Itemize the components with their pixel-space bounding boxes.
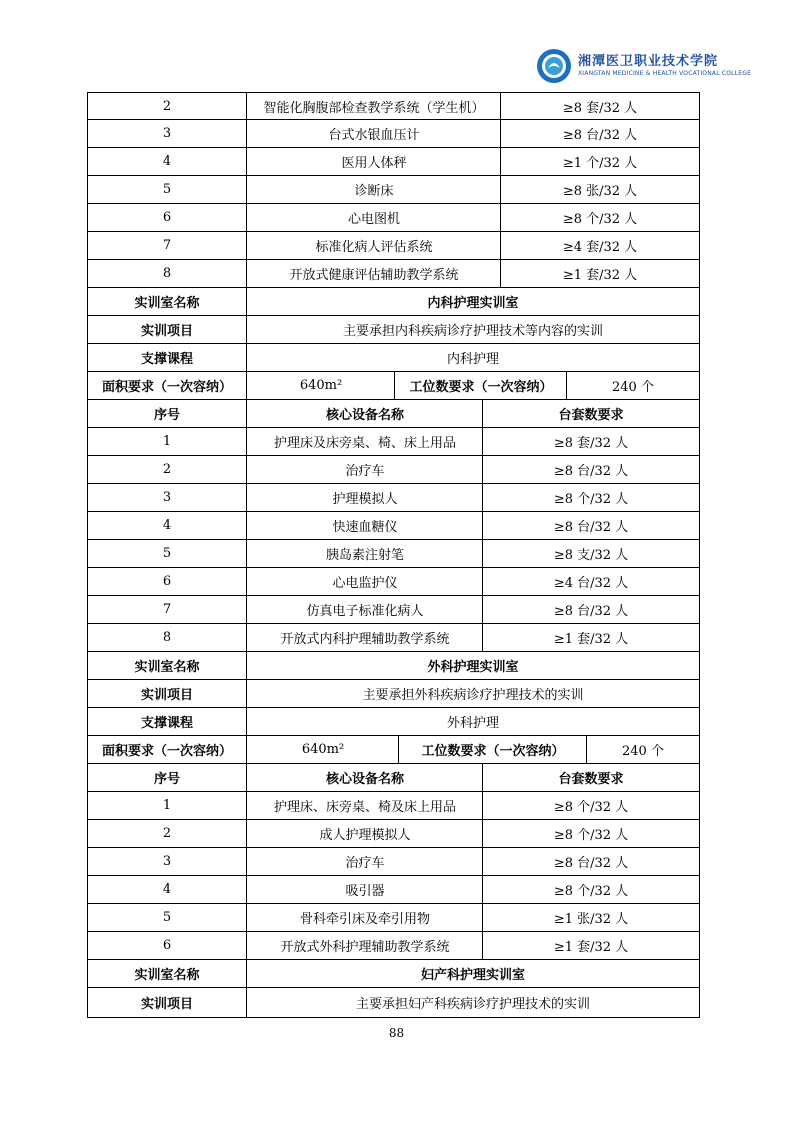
table-row	[87, 596, 700, 624]
project-label: 实训项目	[140, 688, 193, 703]
equipment-quantity: ≥8 台/32 人	[482, 456, 699, 483]
stations-label: 工位数要求（一次容纳）	[394, 372, 567, 399]
table-row	[87, 568, 700, 596]
equipment-quantity: ≥8 台/32 人	[482, 848, 699, 875]
equipment-quantity: ≥1 张/32 人	[482, 904, 699, 931]
table-row	[87, 260, 700, 288]
equipment-quantity: ≥1 套/32 人	[482, 932, 699, 959]
equipment-name: 标准化病人评估系统	[246, 232, 501, 259]
row-number: 4	[162, 154, 172, 169]
equipment-name: 吸引器	[246, 876, 483, 903]
equipment-quantity: ≥8 套/32 人	[500, 93, 699, 119]
table-row	[87, 624, 700, 652]
row-number: 2	[162, 98, 172, 114]
equipment-name: 医用人体秤	[246, 148, 501, 175]
course-row	[87, 708, 700, 736]
page-number: 88	[388, 1026, 405, 1040]
equipment-quantity: ≥8 张/32 人	[500, 176, 699, 203]
table-header-row	[87, 400, 700, 428]
table-row	[87, 232, 700, 260]
stations-value: 240 个	[586, 736, 699, 763]
row-number: 3	[162, 126, 172, 141]
equipment-name: 护理模拟人	[246, 484, 483, 511]
area-value: 640m²	[246, 736, 399, 763]
project-value: 主要承担妇产科疾病诊疗护理技术的实训	[246, 988, 699, 1017]
logo-english-name: XIANGTAN MEDICINE & HEALTH VOCATIONAL COLLEGE	[578, 70, 752, 77]
row-number: 8	[162, 630, 172, 645]
table-row	[87, 904, 700, 932]
area-value: 640m²	[246, 372, 395, 399]
course-label: 支撑课程	[140, 352, 193, 367]
equipment-quantity: ≥8 台/32 人	[500, 120, 699, 147]
stations-value: 240 个	[566, 372, 699, 399]
project-value: 主要承担外科疾病诊疗护理技术的实训	[246, 680, 699, 707]
room-name-row	[87, 288, 700, 316]
equipment-quantity: ≥8 个/32 人	[482, 792, 699, 819]
equipment-quantity: ≥8 台/32 人	[482, 512, 699, 539]
equipment-quantity: ≥4 套/32 人	[500, 232, 699, 259]
project-row	[87, 316, 700, 344]
equipment-name: 开放式外科护理辅助教学系统	[246, 932, 483, 959]
quantity-header: 台套数要求	[482, 764, 699, 791]
table-row	[87, 176, 700, 204]
project-label: 实训项目	[140, 324, 193, 339]
row-number: 4	[162, 882, 172, 897]
equipment-name: 心电图机	[246, 204, 501, 231]
equipment-name: 胰岛素注射笔	[246, 540, 483, 567]
equipment-name: 护理床、床旁桌、椅及床上用品	[246, 792, 483, 819]
equipment-header: 核心设备名称	[246, 764, 483, 791]
equipment-quantity: ≥4 台/32 人	[482, 568, 699, 595]
stations-label: 工位数要求（一次容纳）	[398, 736, 587, 763]
room-name-label: 实训室名称	[134, 296, 200, 311]
equipment-quantity: ≥8 套/32 人	[482, 428, 699, 455]
table-row	[87, 932, 700, 960]
equipment-quantity: ≥1 套/32 人	[482, 624, 699, 651]
table-row	[87, 484, 700, 512]
equipment-quantity: ≥1 个/32 人	[500, 148, 699, 175]
table-row	[87, 848, 700, 876]
table-row	[87, 456, 700, 484]
college-emblem-icon	[536, 48, 572, 84]
row-number: 7	[162, 238, 172, 253]
equipment-quantity: ≥8 个/32 人	[482, 820, 699, 847]
row-number: 3	[162, 490, 172, 505]
equipment-quantity: ≥8 个/32 人	[482, 484, 699, 511]
capacity-row	[87, 736, 700, 764]
seq-header: 序号	[153, 408, 180, 423]
table-row	[87, 540, 700, 568]
equipment-name: 心电监护仪	[246, 568, 483, 595]
equipment-name: 护理床及床旁桌、椅、床上用品	[246, 428, 483, 455]
project-value: 主要承担内科疾病诊疗护理技术等内容的实训	[246, 316, 699, 343]
training-room-table	[87, 92, 700, 1018]
table-row	[87, 512, 700, 540]
course-value: 外科护理	[246, 708, 699, 735]
equipment-name: 骨科牵引床及牵引用物	[246, 904, 483, 931]
equipment-name: 台式水银血压计	[246, 120, 501, 147]
project-row	[87, 988, 700, 1018]
equipment-quantity: ≥8 个/32 人	[500, 204, 699, 231]
table-row	[87, 428, 700, 456]
equipment-name: 诊断床	[246, 176, 501, 203]
row-number: 8	[162, 266, 172, 281]
room-name-row	[87, 652, 700, 680]
project-label: 实训项目	[140, 997, 193, 1012]
table-row	[87, 120, 700, 148]
equipment-name: 快速血糖仪	[246, 512, 483, 539]
table-row	[87, 792, 700, 820]
course-value: 内科护理	[246, 344, 699, 371]
row-number: 1	[162, 798, 172, 813]
equipment-name: 开放式内科护理辅助教学系统	[246, 624, 483, 651]
table-row	[87, 92, 700, 120]
room-name-value: 妇产科护理实训室	[246, 960, 699, 987]
row-number: 7	[162, 602, 172, 617]
course-label: 支撑课程	[140, 716, 193, 731]
row-number: 2	[162, 826, 172, 841]
table-row	[87, 876, 700, 904]
equipment-header: 核心设备名称	[246, 400, 483, 427]
equipment-quantity: ≥8 台/32 人	[482, 596, 699, 623]
row-number: 5	[162, 910, 172, 925]
seq-header: 序号	[153, 772, 180, 787]
equipment-name: 开放式健康评估辅助教学系统	[246, 260, 501, 287]
equipment-quantity: ≥8 个/32 人	[482, 876, 699, 903]
row-number: 4	[162, 518, 172, 533]
logo-chinese-name: 湘潭医卫职业技术学院	[578, 54, 719, 69]
table-header-row	[87, 764, 700, 792]
room-name-value: 内科护理实训室	[246, 288, 699, 315]
equipment-quantity: ≥1 套/32 人	[500, 260, 699, 287]
project-row	[87, 680, 700, 708]
equipment-name: 治疗车	[246, 848, 483, 875]
row-number: 6	[162, 938, 172, 953]
row-number: 6	[162, 574, 172, 589]
equipment-name: 仿真电子标准化病人	[246, 596, 483, 623]
area-label: 面积要求（一次容纳）	[101, 380, 232, 395]
college-logo	[534, 44, 752, 88]
equipment-name: 智能化胸腹部检查教学系统（学生机）	[246, 93, 501, 119]
room-name-label: 实训室名称	[134, 968, 200, 983]
course-row	[87, 344, 700, 372]
quantity-header: 台套数要求	[482, 400, 699, 427]
row-number: 3	[162, 854, 172, 869]
area-label: 面积要求（一次容纳）	[101, 744, 232, 759]
table-row	[87, 820, 700, 848]
row-number: 6	[162, 210, 172, 225]
equipment-name: 治疗车	[246, 456, 483, 483]
row-number: 5	[162, 546, 172, 561]
capacity-row	[87, 372, 700, 400]
row-number: 2	[162, 462, 172, 477]
table-row	[87, 204, 700, 232]
room-name-label: 实训室名称	[134, 660, 200, 675]
row-number: 5	[162, 182, 172, 197]
table-row	[87, 148, 700, 176]
room-name-value: 外科护理实训室	[246, 652, 699, 679]
room-name-row	[87, 960, 700, 988]
equipment-quantity: ≥8 支/32 人	[482, 540, 699, 567]
row-number: 1	[162, 434, 172, 449]
equipment-name: 成人护理模拟人	[246, 820, 483, 847]
